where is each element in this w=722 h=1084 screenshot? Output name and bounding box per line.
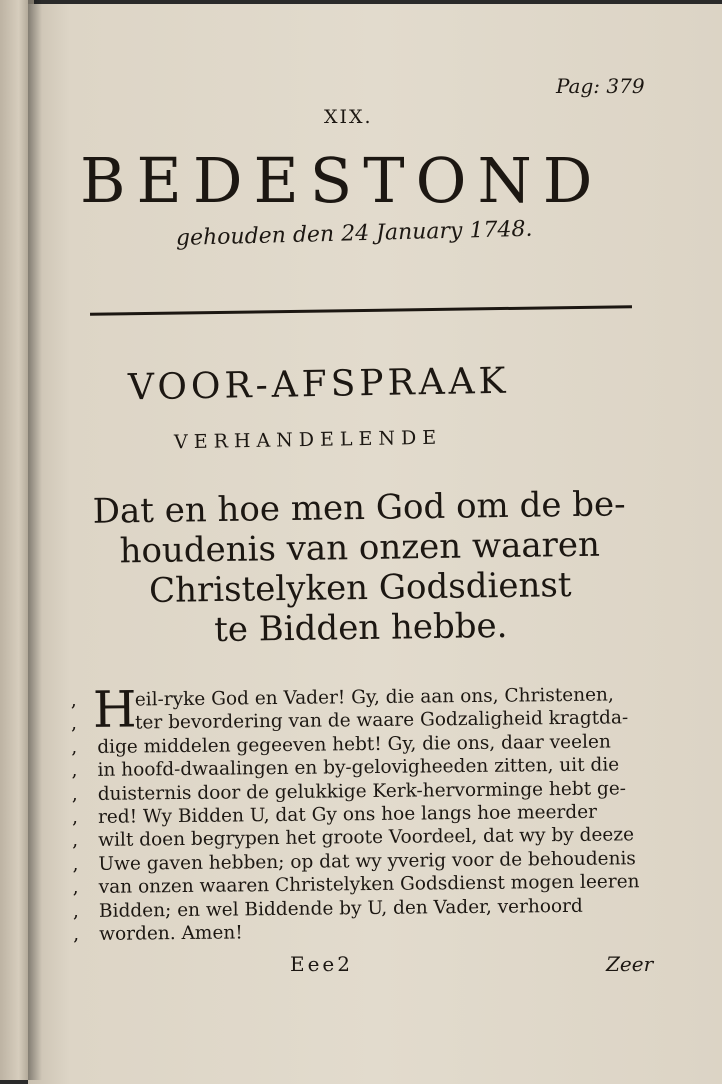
gutter-shadow xyxy=(28,0,42,1080)
prayer-text: dige middelen gegeeven hebt! Gy, die ons, daar veelen xyxy=(97,731,611,758)
drop-cap: H xyxy=(92,680,137,739)
prayer-text: duisternis door de gelukkige Kerk-hervorminge hebt ge- xyxy=(97,777,627,805)
prayer-text: van onzen waaren Christelyken Godsdienst mogen leeren xyxy=(98,871,640,899)
thesis-line: Christelyken Godsdienst xyxy=(148,565,572,611)
page-number: Pag: 379 xyxy=(556,74,645,98)
prayer-text: Uwe gaven hebben; op dat wy yverig voor de behoudenis xyxy=(98,848,636,875)
quote-mark: , xyxy=(71,783,78,805)
section-subtitle: VERHANDELENDE xyxy=(173,426,443,454)
thesis-heading xyxy=(79,484,641,652)
prayer-line xyxy=(73,917,673,947)
quote-mark: , xyxy=(72,830,79,852)
quote-mark: , xyxy=(72,900,79,922)
prayer-text: worden. Amen! xyxy=(99,922,243,945)
thesis-line: houdenis van onzen waaren xyxy=(119,524,601,572)
quote-mark: , xyxy=(71,736,78,758)
quote-mark: , xyxy=(70,713,78,735)
book-page xyxy=(28,4,722,1084)
prayer-text: ter bevordering van de waare Godzaligheid kragtda- xyxy=(134,707,629,734)
prayer-paragraph xyxy=(70,680,674,947)
prayer-text: Bidden; en wel Biddende by U, den Vader, verhoord xyxy=(98,895,583,922)
signature-mark: Eee2 xyxy=(290,952,353,976)
chapter-number: XIX. xyxy=(324,106,373,128)
prayer-text: in hoofd-dwaalingen en by-gelovigheeden zitten, uit die xyxy=(97,754,620,782)
date-subtitle: gehouden den 24 January 1748. xyxy=(175,216,533,251)
quote-mark: , xyxy=(72,853,79,875)
quote-mark: , xyxy=(73,924,80,946)
quote-mark: , xyxy=(72,877,79,899)
section-title: VOOR-AFSPRAAK xyxy=(127,360,510,409)
horizontal-rule xyxy=(90,305,632,316)
quote-mark: , xyxy=(70,690,77,712)
thesis-line: te Bidden hebbe. xyxy=(213,605,508,651)
page-title: BEDESTOND xyxy=(80,144,604,217)
prayer-text: wilt doen begrypen het groote Voordeel, dat wy by deeze xyxy=(98,824,635,852)
catchword: Zeer xyxy=(606,952,654,976)
prayer-text: eil-ryke God en Vader! Gy, die aan ons, Christenen, xyxy=(134,684,614,711)
thesis-line: Dat en hoe men God om de be- xyxy=(92,484,626,532)
quote-mark: , xyxy=(71,807,79,829)
prayer-text: red! Wy Bidden U, dat Gy ons hoe langs hoe meerder xyxy=(97,801,598,828)
quote-mark: , xyxy=(71,760,78,782)
